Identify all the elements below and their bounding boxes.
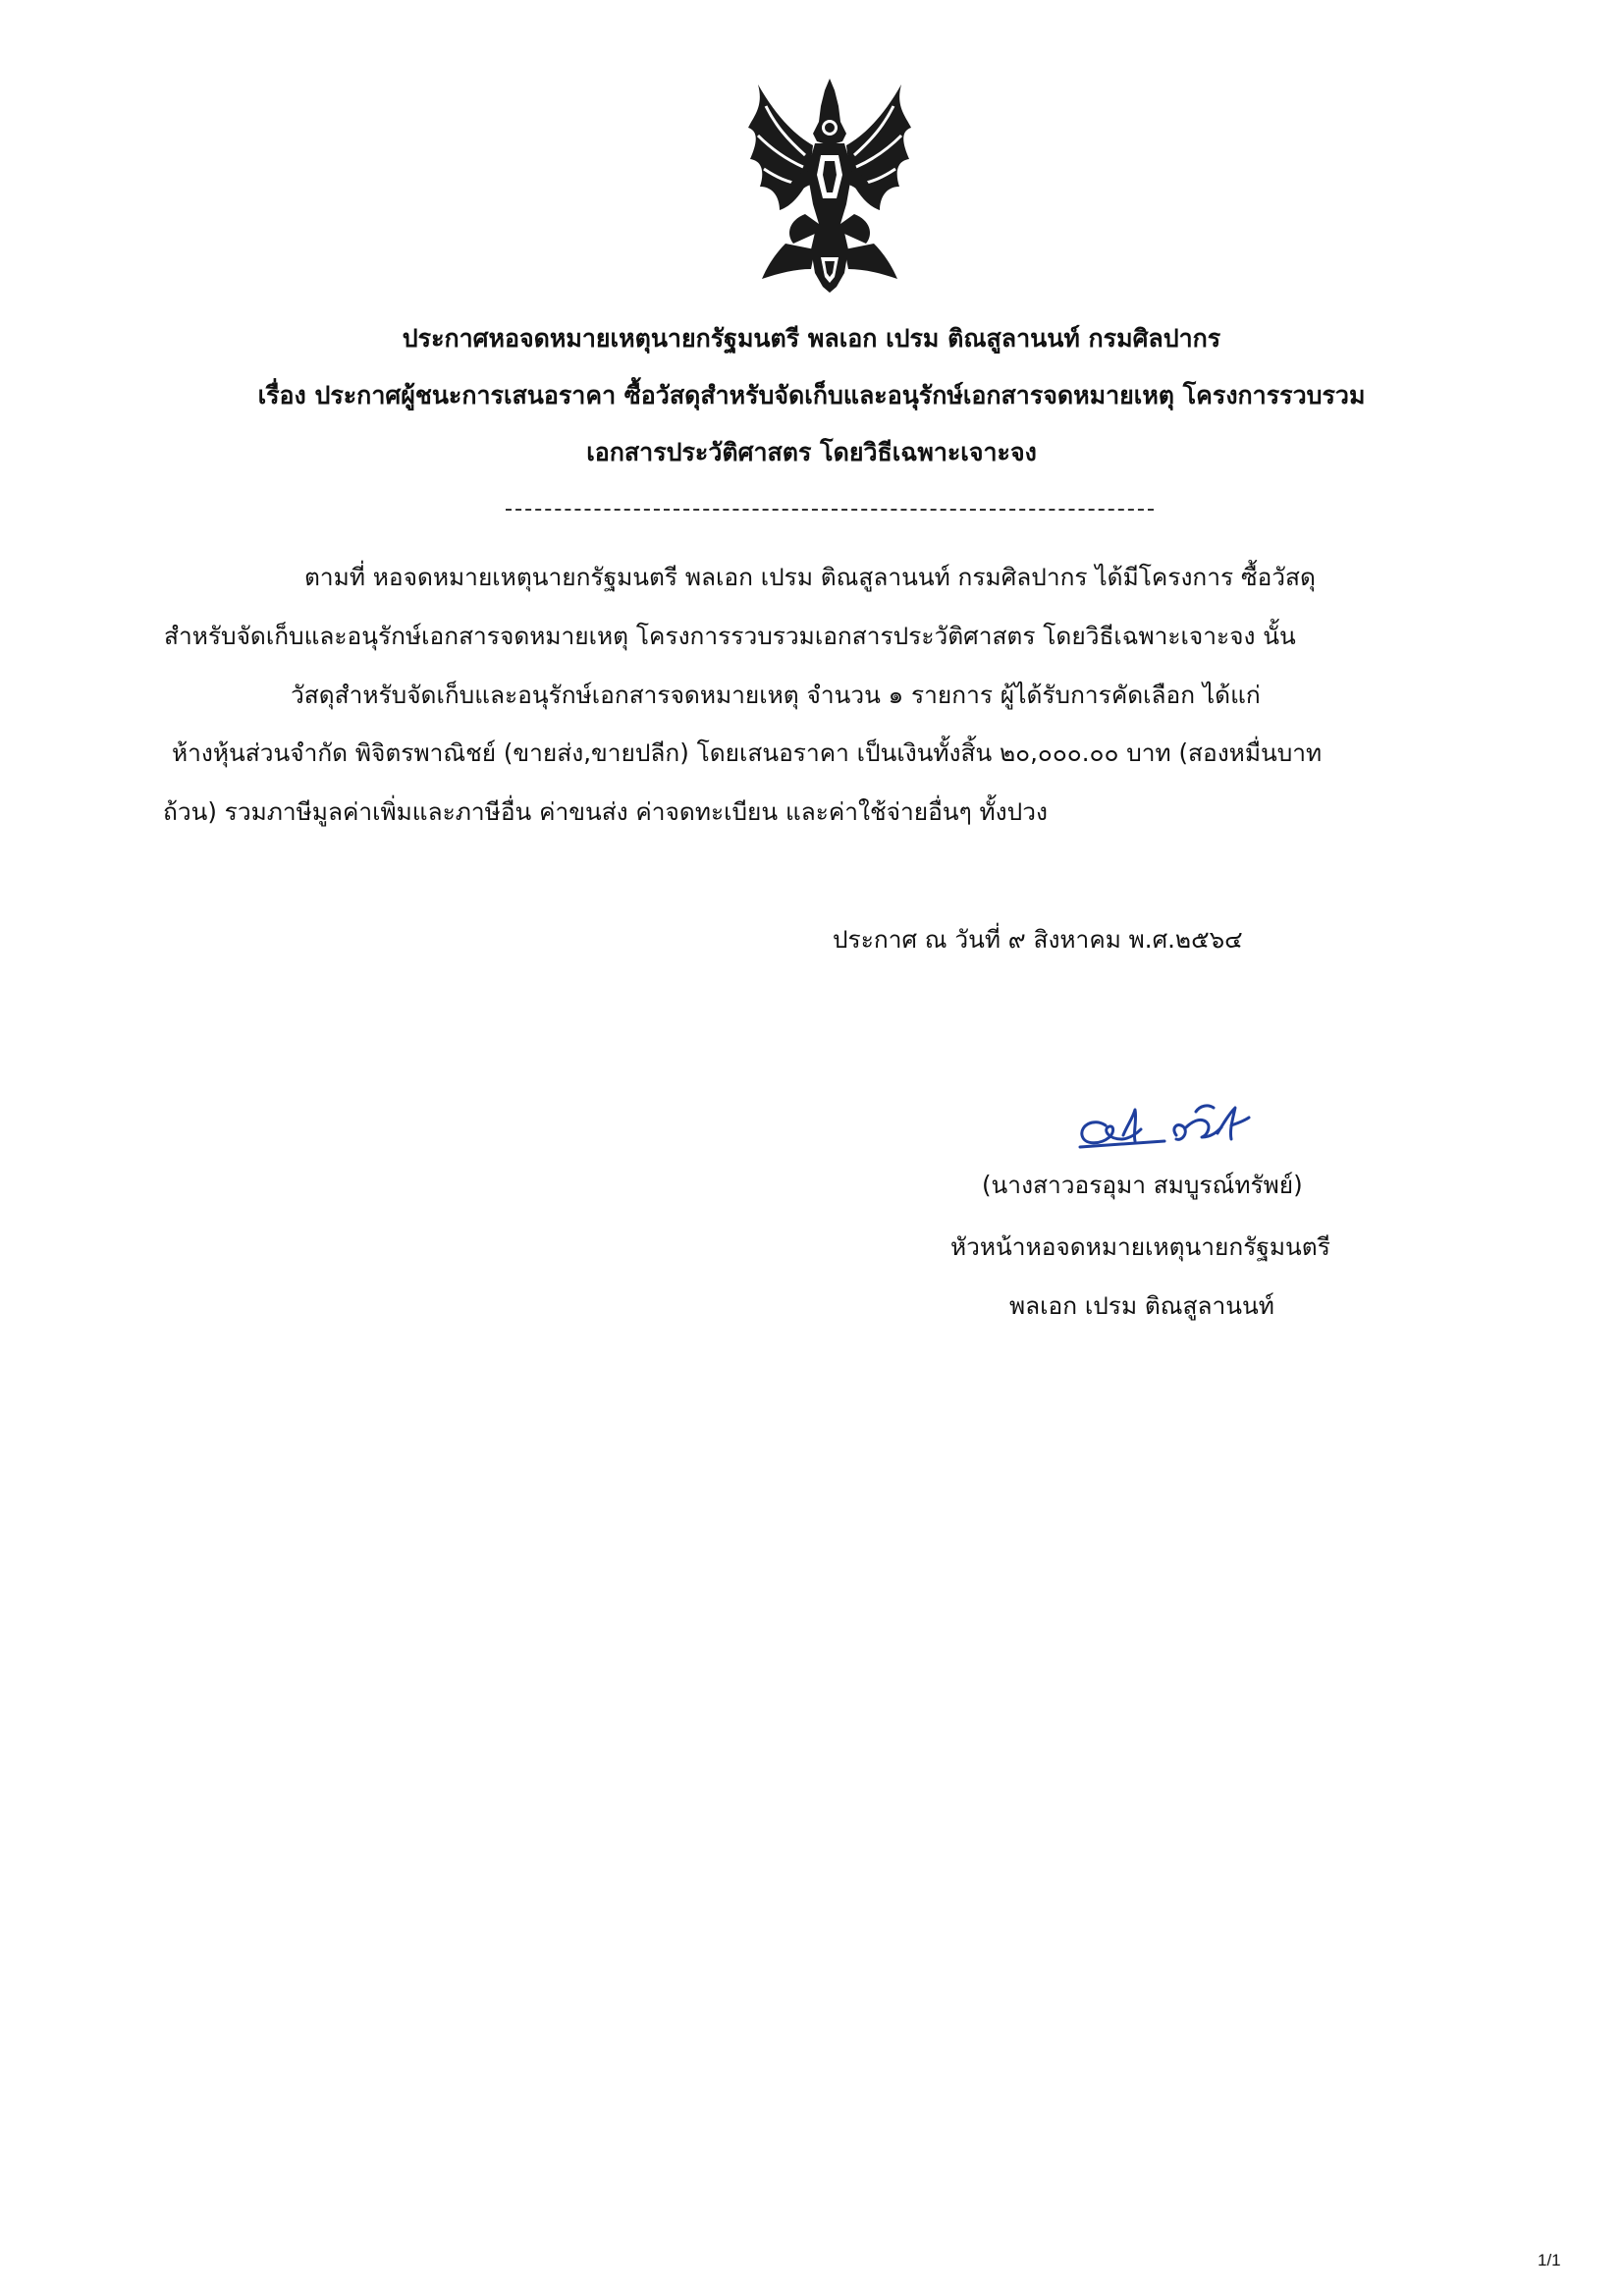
body-line-3: วัสดุสำหรับจัดเก็บและอนุรักษ์เอกสารจดหมายเหตุ จำนวน ๑ รายการ ผู้ได้รับการคัดเลือก ได้แก่ [291, 681, 1261, 709]
heading-line-1: ประกาศหอจดหมายเหตุนายกรัฐมนตรี พลเอก เปรม ติณสูลานนท์ กรมศิลปากร [402, 324, 1221, 353]
announce-date: ประกาศ ณ วันที่ ๙ สิงหาคม พ.ศ.๒๕๖๔ [833, 925, 1243, 954]
body-line-5: ถ้วน) รวมภาษีมูลค่าเพิ่มและภาษีอื่น ค่าขนส่ง ค่าจดทะเบียน และค่าใช้จ่ายอื่นๆ ทั้งปวง [163, 797, 1048, 826]
signatory-name: (นางสาวอรอุมา สมบูรณ์ทรัพย์) [982, 1171, 1303, 1199]
handwritten-signature [1070, 1088, 1267, 1157]
body-line-1: ตามที่ หอจดหมายเหตุนายกรัฐมนตรี พลเอก เปรม ติณสูลานนท์ กรมศิลปากร ได้มีโครงการ ซื้อวัสดุ [304, 563, 1316, 591]
body-line-2: สำหรับจัดเก็บและอนุรักษ์เอกสารจดหมายเหตุ โครงการรวบรวมเอกสารประวัติศาสตร โดยวิธีเฉพาะเจาะจง นั้น [164, 622, 1296, 650]
signatory-position-1: หัวหน้าหอจดหมายเหตุนายกรัฐมนตรี [950, 1232, 1330, 1261]
heading-line-2: เรื่อง ประกาศผู้ชนะการเสนอราคา ซื้อวัสดุสำหรับจัดเก็บและอนุรักษ์เอกสารจดหมายเหตุ โครงการรวบรวม [257, 381, 1366, 410]
garuda-emblem-icon [746, 77, 913, 295]
signatory-position-2: พลเอก เปรม ติณสูลานนท์ [1009, 1291, 1274, 1320]
page-number: 1/1 [1538, 2251, 1561, 2269]
heading-divider [506, 509, 1154, 511]
heading-line-3: เอกสารประวัติศาสตร โดยวิธีเฉพาะเจาะจง [586, 438, 1037, 466]
body-line-4: ห้างหุ้นส่วนจำกัด พิจิตรพาณิชย์ (ขายส่ง,ขายปลีก) โดยเสนอราคา เป็นเงินทั้งสิ้น ๒๐,๐๐๐.๐๐ บาท (สองหมื่นบาท [172, 738, 1323, 767]
